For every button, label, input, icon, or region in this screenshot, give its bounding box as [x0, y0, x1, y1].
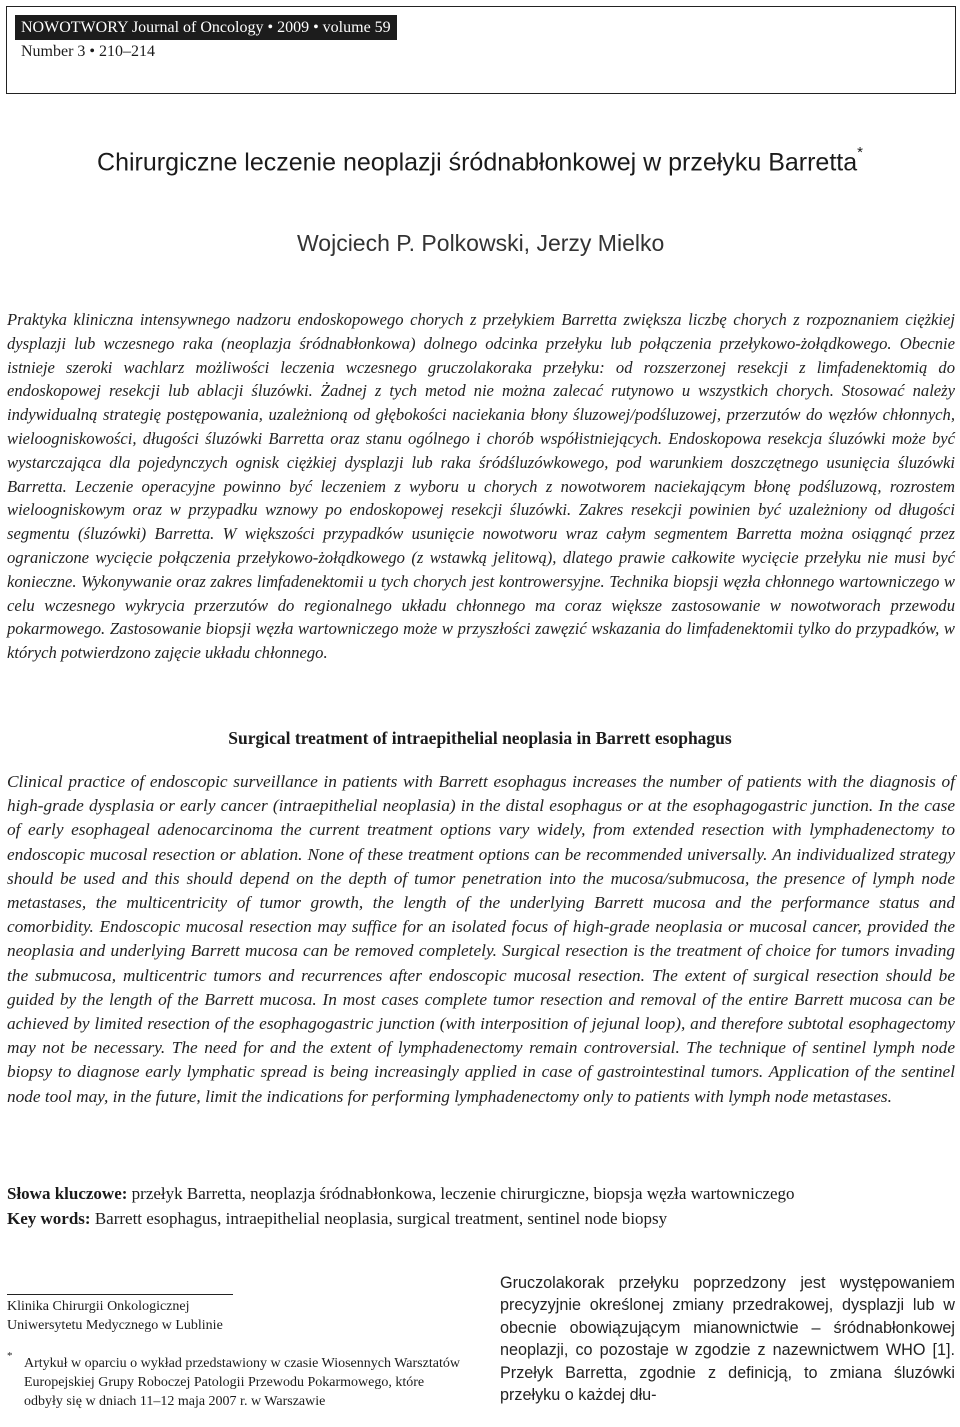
journal-header-box — [6, 6, 956, 94]
keywords-english — [7, 1209, 667, 1229]
english-title: Surgical treatment of intraepithelial neoplasia in Barrett esophagus — [228, 728, 732, 748]
abstract-english: Clinical practice of endoscopic surveillance in patients with Barrett esophagus increases the number of patients with the diagnosis of high-grade dysplasia or early cancer (intraepithelial neoplasia) in the distal esophagus or at the esophagogastric junction. In the case of early esophageal adenocarcinoma the current treatment options vary widely, from extended resection with lymphadenectomy to endoscopic mucosal resection or ablation. None of these treatment options can be recommended universally. An individualized strategy should be used and this should depend on the depth of tumor penetration into the mucosa/submucosa, the presence of lymph node metastases, the multicentricity of tumor growth, the length of the underlying Barrett mucosa and the performance status and comorbidity. Endoscopic mucosal resection may suffice for an isolated focus of high-grade neoplasia or mucosal cancer, provided the neoplasia and underlying Barrett mucosa can be removed completely. Surgical resection is the treatment of choice for tumors invading the submucosa, multicentric tumors and recurrences after endoscopic mucosal resection. The extent of surgical resection should be guided by the length of the Barrett mucosa. In most cases complete tumor resection and removal of the entire Barrett mucosa can be achieved by limited resection of the esophagogastric junction (with interposition of jejunal loop), and therefore subtotal esophagectomy may not be necessary. The need for and the extent of lymphadenectomy remain controversial. The technique of sentinel lymph node biopsy to diagnose early lymphatic spread is being increasingly applied in case of gastrointestinal tumors. Application of the sentinel node tool may, in the future, limit the indications for performing lymphadenectomy only to patients with lymph node metastases. — [7, 772, 955, 1106]
body-text-column: Gruczolakorak przełyku poprzedzony jest występowaniem precyzyjnie określonej zmiany przedrakowej, dysplazji lub w obecnie obowiązującym mianownictwie – śródnabłonkowej neoplazji, co pozostaje w zgodzie z nazewnictwem WHO [1]. Przełyk Barretta, zgodnie z definicją, to zmiana śluzówki przełyku o każdej dłu- — [500, 1274, 955, 1405]
authors: Wojciech P. Polkowski, Jerzy Mielko — [297, 230, 665, 256]
affiliation-line-1: Klinika Chirurgii Onkologicznej — [7, 1299, 190, 1314]
title-footnote-mark: * — [857, 144, 863, 161]
footnote-mark: * — [7, 1350, 13, 1362]
footnote-text: Artykuł w oparciu o wykład przedstawiony w czasie Wiosennych Warsztatów Europejskiej Grupy Roboczej Patologii Przewodu Pokarmowego, które odbyły się w dniach 11–12 maja 2007 r. w Warszawie — [24, 1356, 460, 1410]
abstract-polish: Praktyka kliniczna intensywnego nadzoru endoskopowego chorych z przełykiem Barretta zwiększa liczbę chorych z rozpoznaniem ciężkiej dysplazji lub wczesnego raka (neoplazja śródnabłonkowa) dolnego odcinka przełyku lub połączenia przełykowo-żołądkowego. Obecnie istnieje szeroki wachlarz możliwości leczenia wczesnego gruczolakoraka przełyku: od rozszerzonej resekcji z limfadenektomią do endoskopowej resekcji lub ablacji śluzówki. Żadnej z tych metod nie można zalecać rutynowo u wszystkich chorych. Stosować należy indywidualną strategię postępowania, uzależnioną od głębokości naciekania błony śluzowej/podśluzowej, przerzutów do węzłów chłonnych, wieloogniskowości, długości śluzówki Barretta oraz stanu ogólnego i chorób współistniejących. Endoskopowa resekcja śluzówki może być wystarczająca dla pojedynczych ognisk ciężkiej dysplazji lub raka śródśluzówkowego, pod warunkiem doszczętnego usunięcia śluzówki Barretta. Leczenie operacyjne powinno być leczeniem z wyboru u chorych z nowotworem naciekającym błonę podśluzową, rozrostem wieloogniskowym oraz w przypadku wznowy po endoskopowej resekcji śluzówki. Zakres resekcji powinien być uzależniony od długości segmentu (śluzówki) Barretta. W większości przypadków usunięcie nowotworu wraz całym segmentem Barretta można osiągnąć przez ograniczone wycięcie połączenia przełykowo-żołądkowego (z wstawką jelitową), dlatego prawie całkowite wycięcie przełyku nie musi być konieczne. Wykonywanie oraz zakres limfadenektomii u tych chorych jest kontrowersyjne. Technika biopsji węzła chłonnego wartowniczego w celu wczesnego wykrycia przerzutów do regionalnego układu chłonnego ma coraz większe zastosowanie w nowotworach przewodu pokarmowego. Zastosowanie biopsji węzła wartowniczego może w przyszłości zawęzić wskazania do limfadenektomii tylko do przypadków, w których potwierdzono zajęcie układu chłonnego. — [7, 310, 955, 663]
affiliation-line-2: Uniwersytetu Medycznego w Lublinie — [7, 1318, 223, 1333]
journal-title-bar: NOWOTWORY Journal of Oncology • 2009 • volume 59 — [15, 15, 397, 40]
article-title — [0, 144, 960, 177]
footnote-divider — [7, 1294, 233, 1295]
affiliation — [7, 1297, 223, 1335]
keywords-polish — [7, 1184, 795, 1204]
keywords-polish-label: Słowa kluczowe: — [7, 1184, 128, 1203]
keywords-polish-text: przełyk Barretta, neoplazja śródnabłonkowa, leczenie chirurgiczne, biopsja węzła wartowniczego — [127, 1184, 795, 1203]
article-title-text: Chirurgiczne leczenie neoplazji śródnabłonkowej w przełyku Barretta — [97, 148, 858, 177]
keywords-english-label: Key words: — [7, 1209, 91, 1228]
issue-info: Number 3 • 210–214 — [21, 43, 156, 60]
keywords-english-text: Barrett esophagus, intraepithelial neoplasia, surgical treatment, sentinel node biopsy — [90, 1209, 668, 1228]
